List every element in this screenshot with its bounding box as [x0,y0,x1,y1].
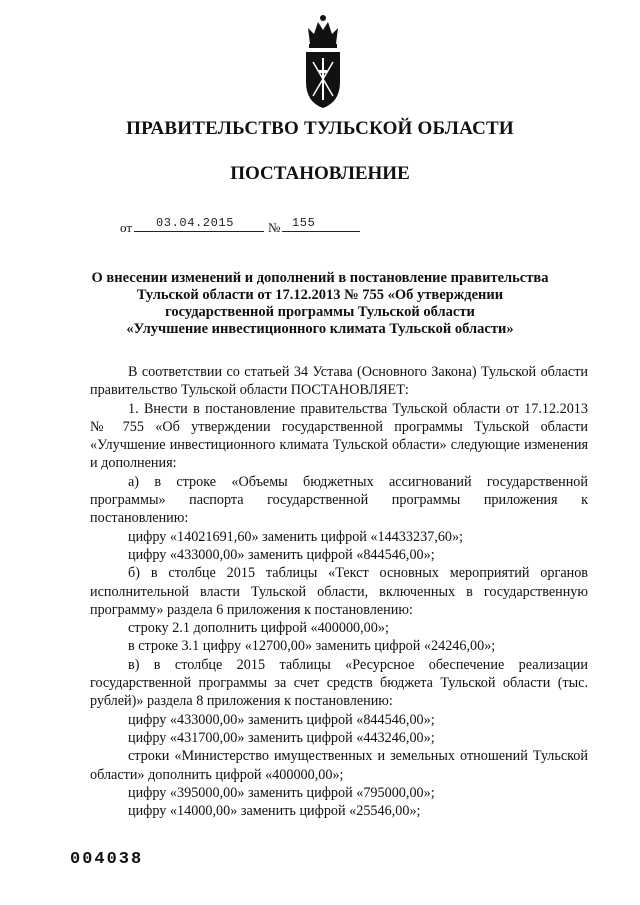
stamp-number: 004038 [70,850,144,869]
heading-line: государственной программы Тульской области [165,304,475,320]
paragraph: цифру «14000,00» заменить цифрой «25546,00»; [128,803,421,820]
paragraph: а) в строке «Объемы бюджетных ассигнований государственной программы» паспорта государственной программы приложения к постановлению: [90,473,588,527]
number-label: № [268,220,281,235]
paragraph: цифру «14021691,60» заменить цифрой «14433237,60»; [128,528,464,545]
date-label: от [120,220,133,235]
document-body [90,363,588,820]
document-heading [40,270,600,338]
heading-line: О внесении изменений и дополнений в постановление правительства [91,270,549,286]
paragraph: строку 2.1 дополнить цифрой «400000,00»; [128,620,389,637]
heading-line: «Улучшение инвестиционного климата Тульской области» [126,321,514,337]
paragraph: строки «Министерство имущественных и земельных отношений Тульской области» дополнить цифрой «400000,00»; [90,748,588,783]
paragraph: цифру «433000,00» заменить цифрой «844546,00»; [128,546,435,563]
heading-line: Тульской области от 17.12.2013 № 755 «Об утверждении [136,287,504,303]
authority-title: ПРАВИТЕЛЬСТВО ТУЛЬСКОЙ ОБЛАСТИ [126,118,514,139]
paragraph: 1. Внести в постановление правительства Тульской области от 17.12.2013 № 755 «Об утверждении государственной программы Тульской области «Улучшение инвестиционного климата Тульской области» следующие изменения и дополнения: [90,400,588,472]
date-underline [134,231,264,232]
paragraph: цифру «395000,00» заменить цифрой «795000,00»; [128,784,435,801]
paragraph: цифру «431700,00» заменить цифрой «443246,00»; [128,729,435,746]
paragraph: в строке 3.1 цифру «12700,00» заменить цифрой «24246,00»; [128,638,496,655]
document-number: 155 [292,216,316,230]
paragraph: цифру «433000,00» заменить цифрой «844546,00»; [128,711,435,728]
paragraph: В соответствии со статьей 34 Устава (Основного Закона) Тульской области правительство Тульской области ПОСТАНОВЛЯЕТ: [90,364,588,399]
document-date: 03.04.2015 [156,216,235,230]
document-type: ПОСТАНОВЛЕНИЕ [230,163,410,184]
paragraph: в) в столбце 2015 таблицы «Ресурсное обеспечение реализации государственной программы за счет средств бюджета Тульской области (тыс. рублей)» раздела 8 приложения к постановлению: [90,656,588,710]
tula-coat-of-arms-icon [300,10,346,110]
paragraph: б) в столбце 2015 таблицы «Текст основных мероприятий органов исполнительной власти Тульской области, включенных в государственную программу» раздела 6 приложения к постановлению: [90,565,588,618]
number-underline [282,231,360,232]
